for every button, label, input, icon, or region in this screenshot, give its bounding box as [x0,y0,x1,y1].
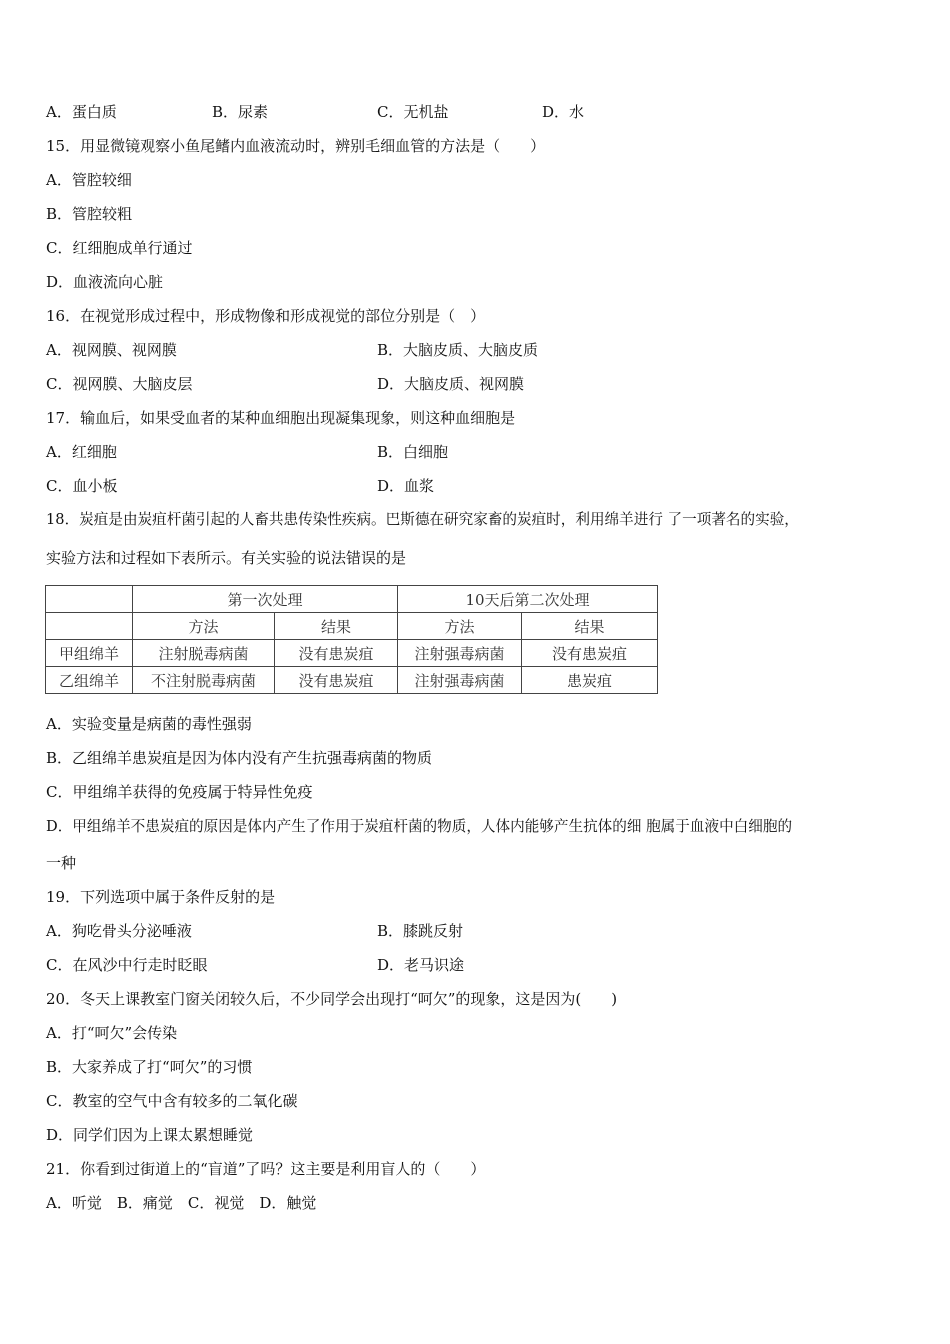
row-jia-result-2: 没有患炭疽 [522,640,658,667]
row-jia-result-1: 没有患炭疽 [275,640,398,667]
q16-option-b: B．大脑皮质、大脑皮质 [377,341,539,359]
table-empty-cell [46,613,133,640]
q16-stem: 16．在视觉形成过程中，形成物像和形成视觉的部位分别是（ ） [46,307,486,325]
sub-header-method-2: 方法 [398,613,522,640]
q19-option-b: B．膝跳反射 [377,922,464,940]
row-yi-result-1: 没有患炭疽 [275,667,398,694]
q14-option-d: D．水 [542,103,585,121]
q14-option-b: B．尿素 [212,103,269,121]
header-first-treatment: 第一次处理 [133,586,398,613]
q15-stem: 15．用显微镜观察小鱼尾鳍内血液流动时，辨别毛细血管的方法是（ ） [46,137,546,155]
row-yi-method-2: 注射强毒病菌 [398,667,522,694]
table-row [46,640,658,667]
q19-option-d: D．老马识途 [377,956,465,974]
q17-stem: 17．输血后，如果受血者的某种血细胞出现凝集现象，则这种血细胞是 [46,409,516,427]
q16-option-c: C．视网膜、大脑皮层 [46,375,193,393]
sub-header-result-2: 结果 [522,613,658,640]
q17-option-b: B．白细胞 [377,443,449,461]
sub-header-result-1: 结果 [275,613,398,640]
row-yi-result-2: 患炭疽 [522,667,658,694]
q20-option-d: D．同学们因为上课太累想睡觉 [46,1126,254,1144]
experiment-table [45,585,658,694]
row-jia-method-2: 注射强毒病菌 [398,640,522,667]
q20-option-c: C．教室的空气中含有较多的二氧化碳 [46,1092,298,1110]
q15-option-d: D．血液流向心脏 [46,273,164,291]
q20-option-b: B．大家养成了打“呵欠”的习惯 [46,1058,253,1076]
q16-option-d: D．大脑皮质、视网膜 [377,375,525,393]
table-corner-cell [46,586,133,613]
q18-option-a: A．实验变量是病菌的毒性强弱 [46,715,252,733]
sub-header-method-1: 方法 [133,613,275,640]
q17-option-c: C．血小板 [46,477,118,495]
q20-option-a: A．打“呵欠”会传染 [46,1024,178,1042]
q19-stem: 19．下列选项中属于条件反射的是 [46,888,276,906]
row-group-jia: 甲组绵羊 [46,640,133,667]
q19-option-c: C．在风沙中行走时眨眼 [46,956,208,974]
q17-option-a: A．红细胞 [46,443,117,461]
q16-option-a: A．视网膜、视网膜 [46,341,177,359]
q15-option-b: B．管腔较粗 [46,205,133,223]
q21-options: A．听觉 B．痛觉 C．视觉 D．触觉 [46,1194,317,1212]
header-second-treatment: 10天后第二次处理 [398,586,658,613]
q19-option-a: A．狗吃骨头分泌唾液 [46,922,192,940]
q18-option-c: C．甲组绵羊获得的免疫属于特异性免疫 [46,783,313,801]
q18-option-b: B．乙组绵羊患炭疽是因为体内没有产生抗强毒病菌的物质 [46,749,433,767]
q15-option-c: C．红细胞成单行通过 [46,239,193,257]
row-group-yi: 乙组绵羊 [46,667,133,694]
q14-option-a: A．蛋白质 [46,103,117,121]
table-row [46,667,658,694]
q18-option-d: D．甲组绵羊不患炭疽的原因是体内产生了作用于炭疽杆菌的物质，人体内能够产生抗体的细 胞属于血液中白细胞的 [46,818,793,835]
q21-stem: 21．你看到过街道上的“盲道”了吗？这主要是利用盲人的（ ） [46,1160,486,1178]
q17-option-d: D．血浆 [377,477,435,495]
q18-stem-line2: 实验方法和过程如下表所示。有关实验的说法错误的是 [46,549,407,567]
row-yi-method-1: 不注射脱毒病菌 [133,667,275,694]
q14-option-c: C．无机盐 [377,103,449,121]
q15-option-a: A．管腔较细 [46,171,132,189]
row-jia-method-1: 注射脱毒病菌 [133,640,275,667]
q18-stem-line1: 18．炭疽是由炭疽杆菌引起的人畜共患传染性疾病。巴斯德在研究家畜的炭疽时，利用绵羊进行 了一项著名的实验， [46,511,799,528]
q18-option-d-cont: 一种 [46,854,77,872]
q20-stem: 20．冬天上课教室门窗关闭较久后，不少同学会出现打“呵欠”的现象，这是因为( ) [46,990,618,1008]
